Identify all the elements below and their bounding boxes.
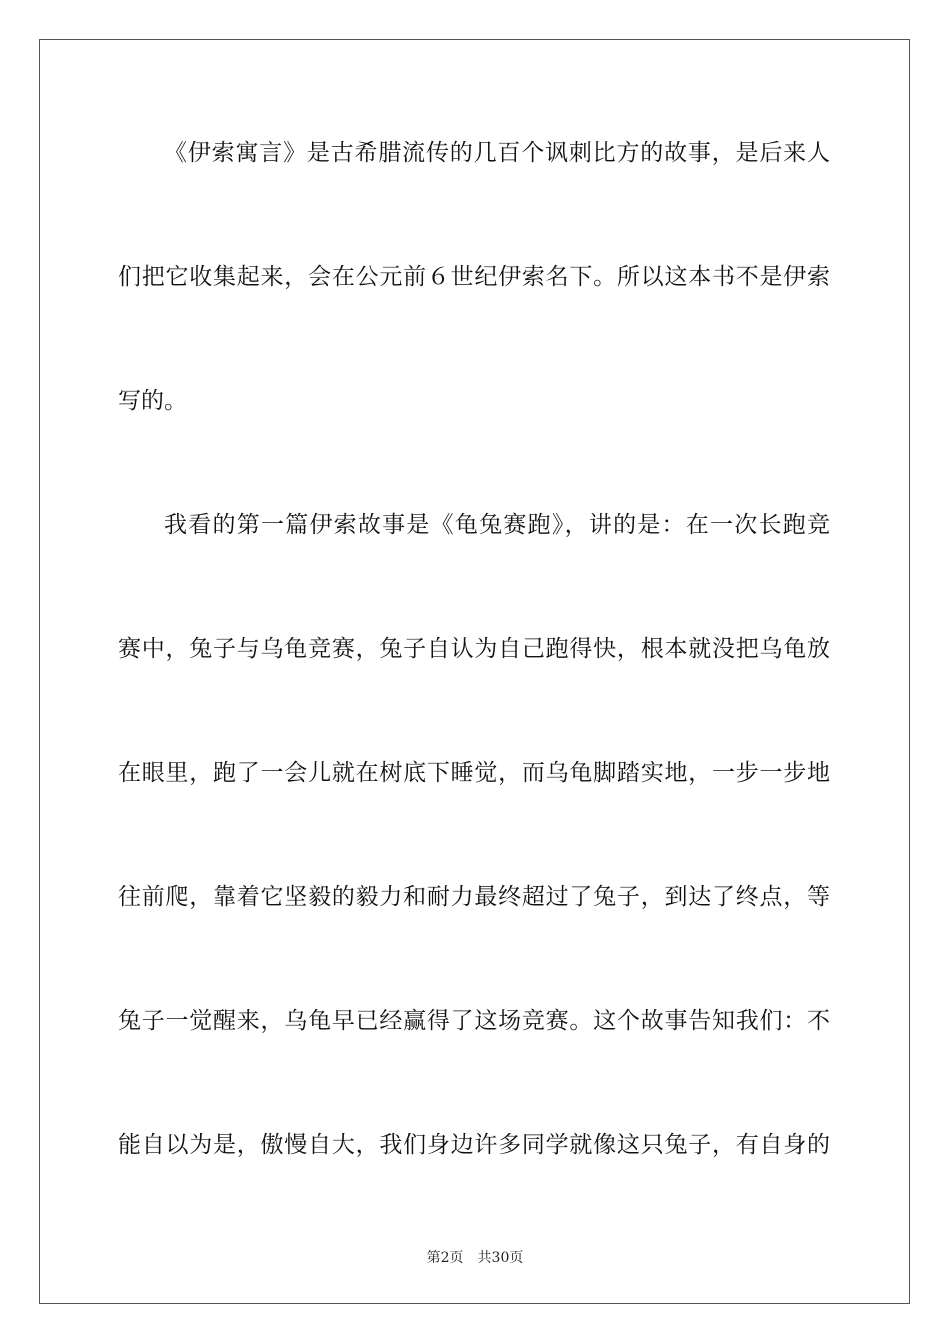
paragraph-2-line-1: 我看的第一篇伊索故事是《龟兔赛跑》，讲的是：在一次长跑竞 (164, 512, 830, 538)
page-footer (0, 1247, 950, 1267)
page-total: 共30页 (477, 1250, 524, 1266)
paragraph-1-line-3: 写的。 (118, 388, 187, 414)
paragraph-2-line-2: 赛中，兔子与乌龟竞赛，兔子自认为自己跑得快，根本就没把乌龟放 (118, 636, 830, 662)
page-number: 第2页 (426, 1250, 464, 1266)
paragraph-1-line-1: 《伊索寓言》是古希腊流传的几百个讽刺比方的故事，是后来人 (164, 140, 830, 166)
paragraph-2-line-6: 能自以为是，傲慢自大，我们身边许多同学就像这只兔子，有自身的 (118, 1132, 830, 1158)
page-border (39, 39, 910, 1304)
paragraph-1-line-2: 们把它收集起来，会在公元前６世纪伊索名下。所以这本书不是伊索 (118, 264, 830, 290)
paragraph-2-line-5: 兔子一觉醒来，乌龟早已经赢得了这场竞赛。这个故事告知我们：不 (118, 1008, 830, 1034)
paragraph-2-line-4: 往前爬，靠着它坚毅的毅力和耐力最终超过了兔子，到达了终点，等 (118, 884, 830, 910)
paragraph-2-line-3: 在眼里，跑了一会儿就在树底下睡觉，而乌龟脚踏实地，一步一步地 (118, 760, 830, 786)
